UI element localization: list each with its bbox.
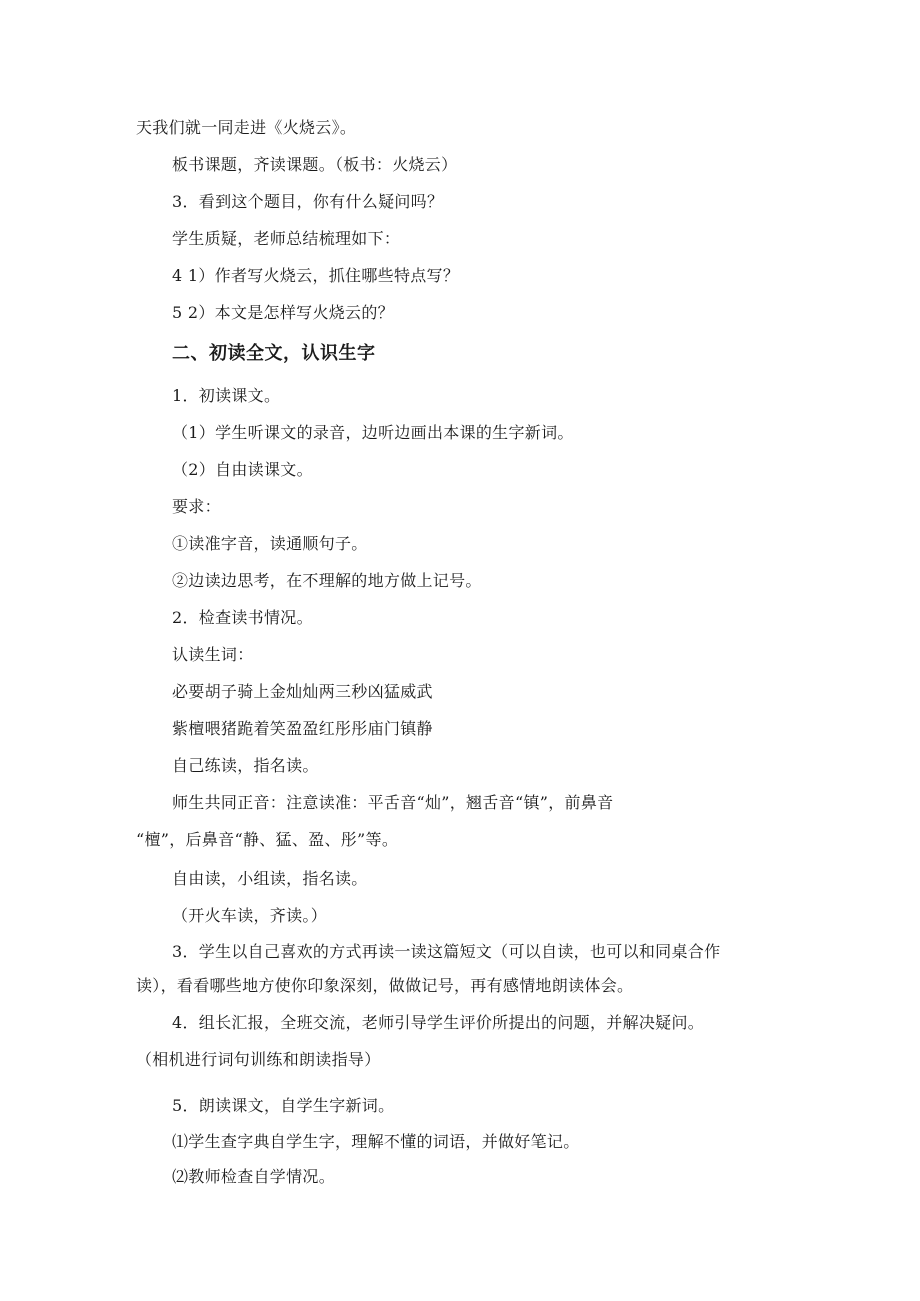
vocab-label: 认读生词： <box>172 645 254 664</box>
vocab-line-1: 必要胡子骑上金灿灿两三秒凶猛威武 <box>172 682 433 701</box>
requirement-2: ②边读边思考，在不理解的地方做上记号。 <box>172 571 482 590</box>
sub-step-5-1: ⑴学生查字典自学生字，理解不懂的词语，并做好笔记。 <box>172 1132 580 1151</box>
paragraph-board-title: 板书课题，齐读课题。（板书：火烧云） <box>172 155 458 174</box>
paragraph-intro-end: 天我们就一同走进《火烧云》。 <box>136 118 357 137</box>
step-4-note: （相机进行词句训练和朗读指导） <box>136 1050 381 1069</box>
step-3: 3．学生以自己喜欢的方式再读一读这篇短文（可以自读，也可以和同桌合作 <box>172 942 721 961</box>
paragraph-practice: 自己练读，指名读。 <box>172 756 319 775</box>
step-1: 1．初读课文。 <box>172 386 281 405</box>
sub-step-2: （2）自由读课文。 <box>172 460 313 479</box>
step-4: 4．组长汇报，全班交流，老师引导学生评价所提出的问题，并解决疑问。 <box>172 1013 705 1032</box>
step-5: 5．朗读课文，自学生字新词。 <box>172 1096 395 1115</box>
requirement-1: ①读准字音，读通顺句子。 <box>172 534 368 553</box>
paragraph-pronunciation: 师生共同正音：注意读准：平舌音“灿”，翘舌音“镇”，前鼻音 <box>172 793 614 812</box>
sub-step-5-2: ⑵教师检查自学情况。 <box>172 1167 336 1186</box>
list-item-4: 4 1）作者写火烧云，抓住哪些特点写？ <box>172 266 460 285</box>
list-item-5: 5 2）本文是怎样写火烧云的？ <box>172 303 394 322</box>
requirements-label: 要求： <box>172 497 221 516</box>
step-3-cont: 读），看看哪些地方使你印象深刻，做做记号，再有感情地朗读体会。 <box>136 976 634 995</box>
section-heading-2: 二、初读全文，认识生字 <box>172 343 376 364</box>
step-2: 2．检查读书情况。 <box>172 608 313 627</box>
paragraph-pronunciation-cont: “檀”，后鼻音“静、猛、盈、彤”等。 <box>136 830 399 849</box>
paragraph-summary: 学生质疑，老师总结梳理如下： <box>172 229 401 248</box>
question-3: 3．看到这个题目，你有什么疑问吗？ <box>172 192 444 211</box>
vocab-line-2: 紫檀喂猪跪着笑盈盈红彤彤庙门镇静 <box>172 719 433 738</box>
sub-step-1: （1）学生听课文的录音，边听边画出本课的生字新词。 <box>172 423 574 442</box>
paragraph-reading: 自由读，小组读，指名读。 <box>172 869 368 888</box>
paragraph-train-reading: （开火车读，齐读。） <box>172 906 328 925</box>
